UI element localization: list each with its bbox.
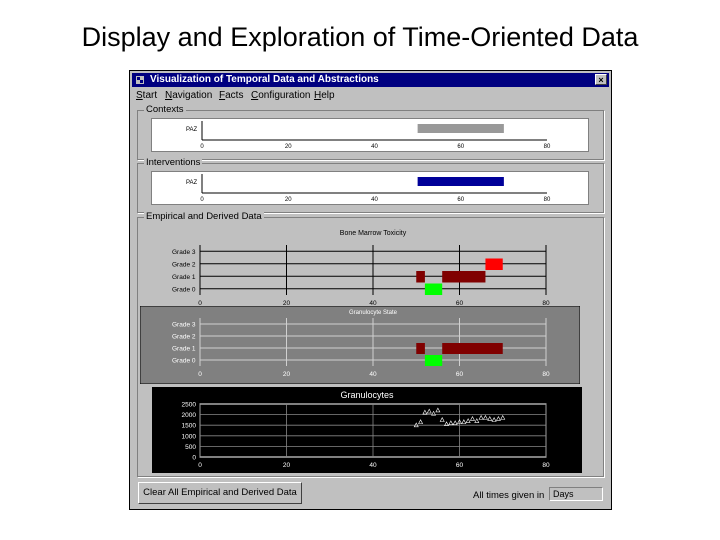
menu-configuration[interactable]: Configuration (251, 90, 311, 101)
grade-label: Grade 1 (172, 273, 196, 281)
x-tick-label: 0 (198, 300, 202, 305)
menu-start[interactable]: Start (136, 90, 158, 101)
x-tick-label: 20 (284, 197, 292, 203)
grade-interval (416, 343, 425, 354)
x-tick-label: 80 (543, 144, 551, 150)
x-tick-label: 60 (455, 371, 464, 378)
time-units-field[interactable]: Days (549, 487, 603, 501)
grade-interval (425, 284, 442, 296)
chart-title: Bone Marrow Toxicity (339, 230, 407, 237)
grade-label: Grade 3 (172, 248, 196, 256)
close-button[interactable]: × (595, 74, 607, 85)
x-tick-label: 60 (455, 300, 464, 305)
x-tick-label: 80 (543, 197, 551, 203)
y-tick-label: 500 (185, 443, 196, 451)
interval-bar (418, 177, 504, 186)
y-tick-label: 0 (192, 454, 196, 462)
x-tick-label: 0 (200, 144, 204, 150)
x-tick-label: 60 (455, 462, 464, 469)
x-tick-label: 40 (369, 300, 377, 305)
x-tick-label: 0 (198, 462, 202, 469)
grade-label: Grade 2 (172, 261, 196, 269)
chart-title: Granulocyte State (348, 310, 398, 316)
menu-facts[interactable]: Facts (219, 90, 244, 101)
contexts-group (137, 104, 604, 160)
x-tick-label: 40 (369, 462, 377, 469)
chart-title: Granulocytes (340, 390, 394, 400)
grade-label: Grade 1 (172, 345, 196, 353)
x-tick-label: 0 (200, 197, 204, 203)
empirical-group (137, 211, 604, 477)
grade-interval (425, 355, 442, 366)
grade-interval (485, 259, 502, 271)
app-icon (136, 76, 144, 84)
x-tick-label: 40 (371, 144, 378, 150)
x-tick-label: 20 (282, 371, 291, 378)
x-tick-label: 20 (282, 300, 291, 305)
row-label: PAZ (186, 127, 198, 133)
x-tick-label: 40 (369, 371, 377, 378)
grade-label: Grade 0 (172, 357, 196, 365)
x-tick-label: 20 (284, 144, 292, 150)
granulocytes-chart[interactable] (152, 387, 582, 473)
times-label: All times given in (473, 490, 545, 501)
window-title: Visualization of Temporal Data and Abstractions (150, 74, 379, 85)
menu-navigation[interactable]: Navigation (165, 90, 213, 101)
x-tick-label: 80 (542, 371, 550, 378)
clear-data-button[interactable]: Clear All Empirical and Derived Data (138, 482, 302, 504)
interventions-timeline[interactable] (151, 171, 589, 205)
x-tick-label: 60 (457, 197, 465, 203)
x-tick-label: 20 (282, 462, 291, 469)
x-tick-label: 80 (542, 462, 550, 469)
app-window (129, 70, 612, 510)
contexts-label: Contexts (146, 104, 184, 115)
y-tick-label: 1500 (181, 422, 196, 430)
interventions-group (137, 157, 604, 213)
menu-help[interactable]: Help (314, 90, 335, 101)
slide-title: Display and Exploration of Time-Oriented Data (81, 22, 639, 52)
interventions-label: Interventions (146, 157, 201, 168)
grade-interval (416, 271, 425, 283)
x-tick-label: 40 (371, 197, 378, 203)
x-tick-label: 0 (198, 371, 202, 378)
y-tick-label: 2500 (181, 401, 196, 409)
grade-label: Grade 0 (172, 286, 196, 294)
grade-interval (442, 343, 503, 354)
window-titlebar[interactable] (132, 73, 609, 87)
bone-marrow-chart[interactable] (140, 223, 600, 305)
y-tick-label: 1000 (181, 433, 196, 441)
empirical-label: Empirical and Derived Data (146, 211, 262, 222)
interval-bar (418, 124, 504, 133)
grade-label: Grade 3 (172, 321, 196, 329)
y-tick-label: 2000 (181, 412, 196, 420)
x-tick-label: 60 (457, 144, 465, 150)
grade-interval (442, 271, 485, 283)
grade-label: Grade 2 (172, 333, 196, 341)
contexts-timeline[interactable] (151, 118, 589, 152)
granulocyte-state-chart[interactable] (140, 306, 580, 384)
row-label: PAZ (186, 180, 198, 186)
panel-background (140, 306, 580, 384)
x-tick-label: 80 (542, 300, 550, 305)
